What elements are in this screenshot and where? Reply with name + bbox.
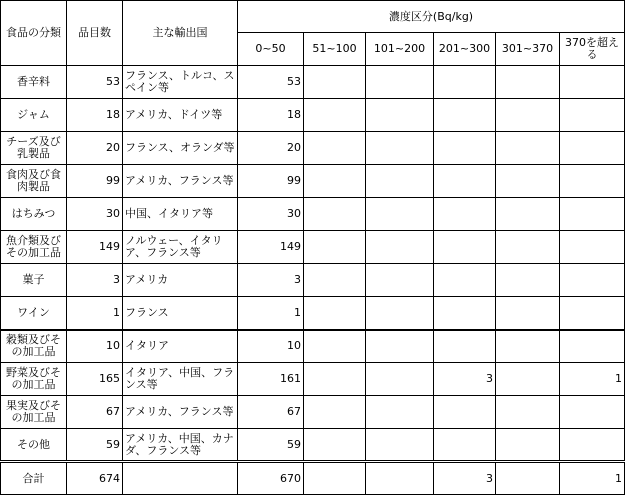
table-row <box>1 429 625 462</box>
concentration-cell <box>366 66 434 99</box>
countries-cell: フランス <box>123 297 238 330</box>
item-count-cell: 99 <box>67 165 123 198</box>
table-row <box>1 99 625 132</box>
concentration-cell <box>366 165 434 198</box>
item-count-cell: 18 <box>67 99 123 132</box>
category-cell: 魚介類及びその加工品 <box>1 231 67 264</box>
concentration-cell <box>366 99 434 132</box>
concentration-cell <box>496 396 560 429</box>
concentration-cell <box>366 132 434 165</box>
concentration-cell: 1 <box>560 363 625 396</box>
concentration-cell: 67 <box>238 396 304 429</box>
countries-cell: アメリカ、フランス等 <box>123 396 238 429</box>
concentration-cell <box>434 198 496 231</box>
concentration-cell: 3 <box>238 264 304 297</box>
total-concentration-cell: 1 <box>560 462 625 495</box>
concentration-cell <box>304 297 366 330</box>
concentration-cell <box>366 231 434 264</box>
header-range: 0~50 <box>238 33 304 66</box>
table-row <box>1 231 625 264</box>
total-concentration-cell <box>304 462 366 495</box>
concentration-cell: 1 <box>238 297 304 330</box>
category-cell: 菓子 <box>1 264 67 297</box>
concentration-cell <box>560 99 625 132</box>
concentration-cell: 149 <box>238 231 304 264</box>
countries-cell: フランス、オランダ等 <box>123 132 238 165</box>
total-concentration-cell <box>366 462 434 495</box>
concentration-cell <box>560 231 625 264</box>
item-count-cell: 1 <box>67 297 123 330</box>
concentration-cell <box>496 297 560 330</box>
concentration-cell <box>496 99 560 132</box>
header-range: 101~200 <box>366 33 434 66</box>
concentration-cell <box>434 165 496 198</box>
table-row <box>1 264 625 297</box>
concentration-cell <box>560 396 625 429</box>
concentration-cell <box>304 165 366 198</box>
concentration-cell: 3 <box>434 363 496 396</box>
concentration-cell <box>434 264 496 297</box>
category-cell: 果実及びその加工品 <box>1 396 67 429</box>
countries-cell: アメリカ、ドイツ等 <box>123 99 238 132</box>
concentration-cell <box>366 264 434 297</box>
header-range: 51~100 <box>304 33 366 66</box>
concentration-cell <box>366 330 434 363</box>
category-cell: その他 <box>1 429 67 462</box>
table-row <box>1 132 625 165</box>
concentration-cell <box>434 330 496 363</box>
concentration-cell <box>560 165 625 198</box>
concentration-cell <box>496 66 560 99</box>
total-item-count: 674 <box>67 462 123 495</box>
header-range: 301~370 <box>496 33 560 66</box>
category-cell: 食肉及び食肉製品 <box>1 165 67 198</box>
countries-cell: ノルウェー、イタリア、フランス等 <box>123 231 238 264</box>
table-row <box>1 198 625 231</box>
concentration-cell <box>496 429 560 462</box>
countries-cell: フランス、トルコ、スペイン等 <box>123 66 238 99</box>
concentration-cell <box>304 330 366 363</box>
concentration-cell: 99 <box>238 165 304 198</box>
concentration-cell <box>496 231 560 264</box>
countries-cell: アメリカ、フランス等 <box>123 165 238 198</box>
concentration-cell <box>304 198 366 231</box>
concentration-cell <box>560 429 625 462</box>
header-category: 食品の分類 <box>1 1 67 66</box>
header-row-1 <box>1 1 625 33</box>
table-row <box>1 297 625 330</box>
total-countries <box>123 462 238 495</box>
category-cell: ワイン <box>1 297 67 330</box>
concentration-cell <box>304 264 366 297</box>
concentration-cell <box>304 429 366 462</box>
concentration-cell <box>496 264 560 297</box>
concentration-cell <box>304 99 366 132</box>
item-count-cell: 20 <box>67 132 123 165</box>
concentration-cell <box>434 231 496 264</box>
countries-cell: 中国、イタリア等 <box>123 198 238 231</box>
header-range: 201~300 <box>434 33 496 66</box>
concentration-cell: 10 <box>238 330 304 363</box>
concentration-cell <box>304 363 366 396</box>
countries-cell: イタリア、中国、フランス等 <box>123 363 238 396</box>
concentration-cell: 59 <box>238 429 304 462</box>
category-cell: 香辛料 <box>1 66 67 99</box>
concentration-cell <box>304 396 366 429</box>
concentration-cell <box>434 297 496 330</box>
concentration-cell <box>560 330 625 363</box>
concentration-cell <box>434 66 496 99</box>
total-concentration-cell <box>496 462 560 495</box>
table-row <box>1 66 625 99</box>
concentration-cell <box>434 396 496 429</box>
concentration-cell <box>560 132 625 165</box>
concentration-cell <box>366 429 434 462</box>
countries-cell: アメリカ <box>123 264 238 297</box>
concentration-cell: 161 <box>238 363 304 396</box>
item-count-cell: 30 <box>67 198 123 231</box>
concentration-cell <box>434 132 496 165</box>
countries-cell: イタリア <box>123 330 238 363</box>
concentration-cell <box>304 132 366 165</box>
item-count-cell: 165 <box>67 363 123 396</box>
item-count-cell: 67 <box>67 396 123 429</box>
concentration-cell <box>366 198 434 231</box>
category-cell: 穀類及びその加工品 <box>1 330 67 363</box>
concentration-cell <box>560 264 625 297</box>
total-concentration-cell: 3 <box>434 462 496 495</box>
table-row <box>1 330 625 363</box>
concentration-cell <box>304 231 366 264</box>
concentration-cell <box>366 363 434 396</box>
table-body <box>1 66 625 495</box>
concentration-cell <box>496 198 560 231</box>
item-count-cell: 59 <box>67 429 123 462</box>
concentration-cell: 53 <box>238 66 304 99</box>
total-label: 合計 <box>1 462 67 495</box>
item-count-cell: 3 <box>67 264 123 297</box>
header-concentration: 濃度区分(Bq/kg) <box>238 1 625 33</box>
table-row <box>1 165 625 198</box>
category-cell: ジャム <box>1 99 67 132</box>
concentration-cell <box>496 132 560 165</box>
header-items: 品目数 <box>67 1 123 66</box>
item-count-cell: 149 <box>67 231 123 264</box>
total-row <box>1 462 625 495</box>
category-cell: 野菜及びその加工品 <box>1 363 67 396</box>
concentration-cell <box>496 330 560 363</box>
concentration-cell <box>496 363 560 396</box>
item-count-cell: 53 <box>67 66 123 99</box>
concentration-cell <box>560 198 625 231</box>
header-range: 370を超える <box>560 33 625 66</box>
item-count-cell: 10 <box>67 330 123 363</box>
table-row <box>1 363 625 396</box>
concentration-cell <box>560 297 625 330</box>
concentration-cell: 18 <box>238 99 304 132</box>
concentration-cell: 20 <box>238 132 304 165</box>
concentration-cell <box>366 297 434 330</box>
concentration-cell <box>496 165 560 198</box>
concentration-cell <box>304 66 366 99</box>
concentration-cell <box>366 396 434 429</box>
concentration-cell <box>434 99 496 132</box>
concentration-cell <box>560 66 625 99</box>
countries-cell: アメリカ、中国、カナダ、フランス等 <box>123 429 238 462</box>
category-cell: チーズ及び乳製品 <box>1 132 67 165</box>
header-countries: 主な輸出国 <box>123 1 238 66</box>
total-concentration-cell: 670 <box>238 462 304 495</box>
concentration-cell <box>434 429 496 462</box>
table-row <box>1 396 625 429</box>
concentration-cell: 30 <box>238 198 304 231</box>
category-cell: はちみつ <box>1 198 67 231</box>
